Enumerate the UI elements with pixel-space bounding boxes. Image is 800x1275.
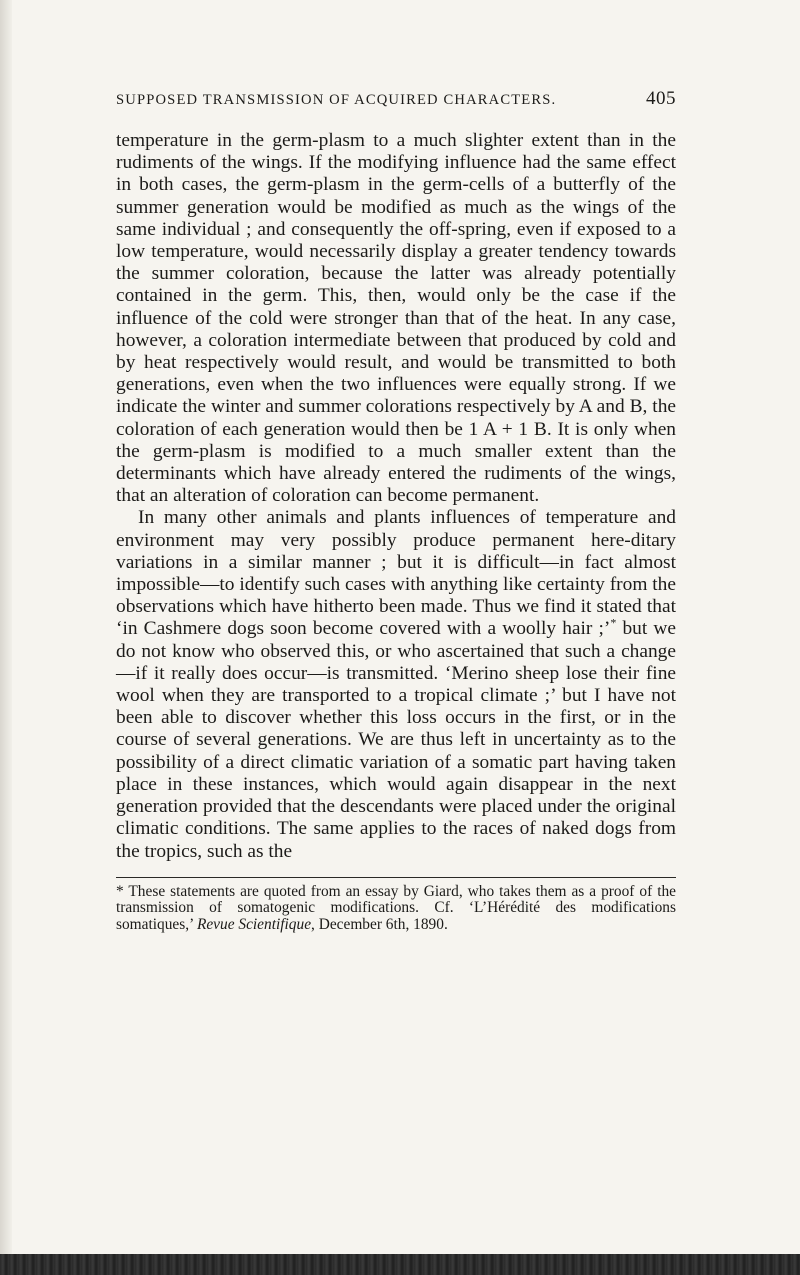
paragraph-2-part-2: but we do not know who observed this, or who ascertained that such a change—if it really does occur—is transmitted. ‘Merino sheep lose their fine wool when they are transported to a tropical climate ;’ but I have not been able to discover whether this loss occurs in the first, or in the course of several generations. We are thus left in uncertainty as to the possibility of a direct climatic variation of a somatic part having taken place in these instances, which would again disappear in the next generation provided that the descendants were placed under the original climatic conditions. The same applies to the races of naked dogs from the tropics, such as the (116, 618, 676, 862)
footnote-text: These statements are quoted from an essay by Giard, who takes them as a proof of the transmission of somatogenic modifications. Cf. ‘L’Hérédité des modifications somatiques,’ (116, 882, 676, 933)
paragraph-2-part-1: In many other animals and plants influences of temperature and environment may very possibly produce permanent here-ditary variations in a similar manner ; but it is difficult—in fact almost impossible—to identify such cases with anything like certainty from the observations which have hitherto been made. Thus we find it stated that ‘in Cashmere dogs soon become covered with a woolly hair ;’ (116, 507, 676, 640)
scan-bottom-edge (0, 1254, 800, 1275)
footnote-date: , December 6th, 1890. (311, 915, 448, 933)
paragraph-1: temperature in the germ-plasm to a much slighter extent than in the rudiments of the wings. If the modifying influence had the same effect in both cases, the germ-plasm in the germ-cells of a butterfly of the summer generation would be modified as much as the wings of the same individual ; and consequently the off-spring, even if exposed to a low temperature, would necessarily display a greater tendency towards the summer coloration, because the latter was already potentially contained in the germ. This, then, would only be the case if the influence of the cold were stronger than that of the heat. In any case, however, a coloration intermediate between that produced by cold and by heat respectively would result, and would be transmitted to both generations, even when the two influences were equally strong. If we indicate the winter and summer colorations respectively by A and B, the coloration of each generation would then be 1 A + 1 B. It is only when the germ-plasm is modified to a much smaller extent than the determinants which have already entered the rudiments of the wings, that an alteration of coloration can become permanent. (116, 130, 676, 507)
footnote-reference-marker: * (610, 616, 617, 630)
footnote-journal-title: Revue Scientifique (196, 915, 312, 933)
running-header (116, 88, 676, 110)
body-text (116, 130, 676, 863)
page-binding-edge (0, 0, 12, 1275)
footnote-rule (116, 877, 676, 878)
footnote (116, 884, 676, 933)
paragraph-2 (116, 507, 676, 862)
footnote-marker: * (116, 882, 124, 900)
running-title: SUPPOSED TRANSMISSION OF ACQUIRED CHARACTERS. (116, 92, 557, 108)
book-page (116, 88, 676, 933)
page-number: 405 (646, 88, 676, 109)
